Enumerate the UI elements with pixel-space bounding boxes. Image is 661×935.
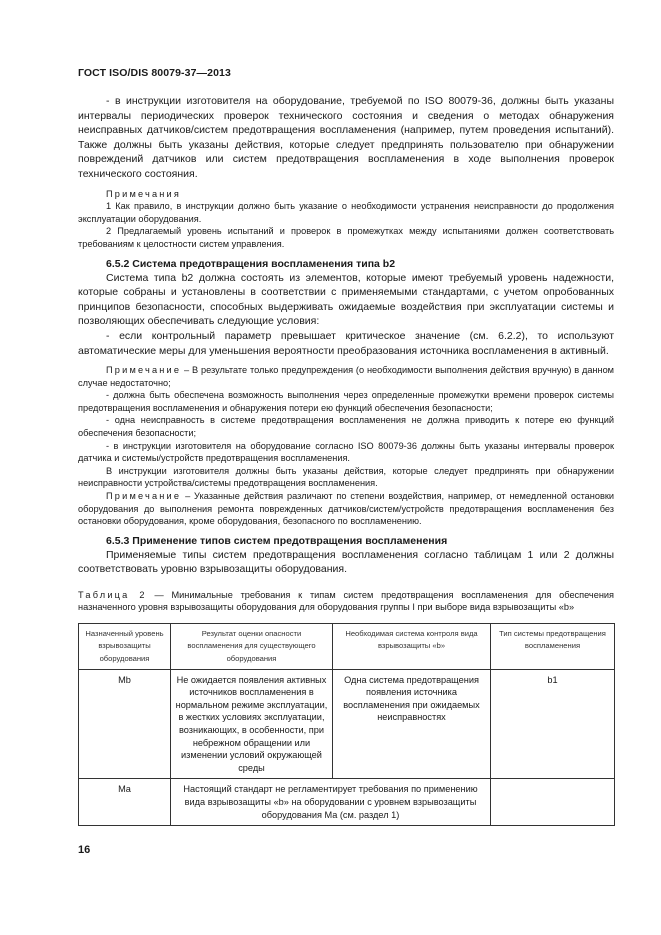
intro-paragraph: - в инструкции изготовителя на оборудование, требуемой по ISO 80079-36, должны быть указаны интервалы периодических проверок технического состояния и сведения о методах обнаружения неисправных датчиков/систем предотвращения воспламенения (например, путем проведения испытаний). Также должны быть указаны действия, которые следует предпринять пользователю при обнаружении повреждений датчиков или систем предотвращения воспламенения в ходе выполнения проверок технического состояния.	[78, 95, 614, 180]
page-content	[78, 94, 614, 826]
section-6-5-2-heading: 6.5.2 Система предотвращения воспламенения типа b2	[106, 257, 396, 270]
table-row	[79, 779, 615, 826]
header-hazard-assessment: Результат оценки опасности воспламенения для существующего оборудования	[171, 623, 333, 669]
header-protection-level: Назначенный уровень взрывозащиты оборудования	[79, 623, 171, 669]
cell-result-mb: Не ожидается появления активных источников воспламенения в нормальном режиме эксплуатации, в жестких условиях эксплуатации, возникающих, в особенности, при небрежном обращении или изменении условий окружающей среды	[171, 669, 333, 779]
note-item-e: В инструкции изготовителя должны быть указаны действия, которые следует предпринять при обнаружении неисправности устройства/системы предотвращения воспламенения.	[78, 465, 614, 489]
section-6-5-2-paragraph-1: Система типа b2 должна состоять из элементов, которые имеют требуемый уровень надежности, которые собраны и установлены в соответствии с применяемыми стандартами, с учетом опробованных принципов безопасности, способных выдерживать ожидаемые воздействия при эксплуатации системы и позволяющих обеспечивать следующие условия:	[78, 271, 614, 328]
requirements-table	[78, 623, 615, 826]
header-system-type: Тип системы предотвращения воспламенения	[491, 623, 615, 669]
cell-system-mb: Одна система предотвращения появления источника воспламенения при ожидаемых неисправностях	[333, 669, 491, 779]
note-warning-text: – В результате только предупреждения (о необходимости выполнения действия вручную) в данном случае недостаточно;	[78, 365, 614, 388]
header-control-system: Необходимая система контроля вида взрывозащиты «b»	[333, 623, 491, 669]
note-1: 1 Как правило, в инструкции должно быть указание о необходимости устранения неисправности до продолжения эксплуатации оборудования.	[78, 201, 614, 224]
note-item-b: - должна быть обеспечена возможность выполнения через определенные промежутки времени проверок системы предотвращения воспламенения и обнаружения потери ею функций обеспечения безопасности;	[78, 390, 614, 413]
table-row	[79, 669, 615, 779]
cell-type-ma-empty	[491, 779, 615, 826]
table-caption-label: Таблица 2	[78, 590, 147, 600]
cell-level-mb: Mb	[79, 669, 171, 779]
page-number: 16	[78, 844, 91, 856]
notes-label	[78, 188, 614, 201]
cell-merged-ma: Настоящий стандарт не регламентирует требования по применению вида взрывозащиты «b» на оборудовании с уровнем взрывозащиты оборудования Ma (см. раздел 1)	[171, 779, 491, 826]
section-6-5-3-heading: 6.5.3 Применение типов систем предотвращения воспламенения	[106, 534, 448, 547]
note-label: Примечание	[106, 365, 182, 376]
note-warning	[78, 364, 614, 389]
cell-type-mb: b1	[491, 669, 615, 779]
note-2: 2 Предлагаемый уровень испытаний и проверок в промежутках между испытаниями должен соответствовать требованиям к целостности систем управления.	[78, 226, 614, 249]
document-header: ГОСТ ISO/DIS 80079-37—2013	[78, 67, 231, 79]
note-actions-text: – Указанные действия различают по степени воздействия, например, от немедленной остановки оборудования до выполнения ремонта поврежденных датчиков/систем/устройств предотвращения воспламенения без остановки оборудования, кроме оборудования, безопасного по воспламенению.	[78, 491, 614, 527]
section-6-5-2-paragraph-2: - если контрольный параметр превышает критическое значение (см. 6.2.2), то используют автоматические меры для уменьшения вероятности преобразования источника воспламенения в активный.	[78, 329, 614, 357]
table-caption	[78, 589, 614, 614]
section-6-5-3-paragraph: Применяемые типы систем предотвращения воспламенения согласно таблицам 1 или 2 должны соответствовать уровню взрывозащиты оборудования.	[78, 548, 614, 576]
table-caption-text: — Минимальные требования к типам систем предотвращения воспламенения для обеспечения назначенного уровня взрывозащиты оборудования для оборудования группы I при выборе вида взрывозащиты «b»	[78, 590, 615, 613]
note-2-label: Примечание	[106, 491, 182, 502]
cell-level-ma: Ma	[79, 779, 171, 826]
note-item-c: - одна неисправность в системе предотвращения воспламенения не должна приводить к потере ею функций обеспечения безопасности;	[78, 415, 614, 439]
table-header-row	[79, 623, 615, 669]
notes-label-text: Примечания	[106, 188, 182, 199]
note-actions	[78, 490, 614, 528]
note-item-d: - в инструкции изготовителя на оборудование согласно ISO 80079-36 должны быть указаны интервалы проверок датчика и системы/устройств предотвращения воспламенения.	[78, 440, 614, 464]
